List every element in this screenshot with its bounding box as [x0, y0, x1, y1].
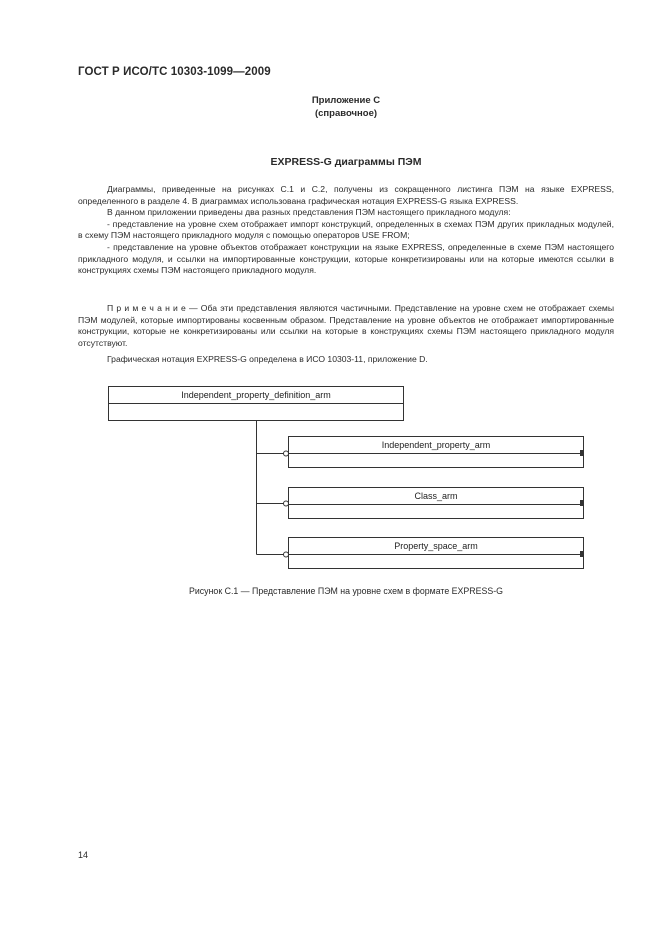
note-text: — Оба эти представления являются частичными. Представление на уровне схем не отображает схемы ПЭМ модулей, которые импортированы косвенным образом. Представление на уровне объектов не отображает импортированные конструкции, которые не конкретизированы или ссылки на которые в конструкциях схемы ПЭМ настоящего прикладного модуля отсутствуют.	[78, 303, 614, 348]
imported-schema-body-box-3	[289, 555, 584, 569]
paragraph-object-level: - представление на уровне объектов отображает конструкции на языке EXPRESS, определенные в схеме ПЭМ настоящего прикладного модуля, и ссылки на импортированные конструкции, которые конкретизированы или на которые имеются ссылки в конструкциях схемы ПЭМ настоящего прикладного модуля.	[78, 241, 614, 276]
use-from-circle-3	[284, 552, 289, 557]
imported-schema-label-2: Class_arm	[414, 491, 458, 501]
note-label: П р и м е ч а н и е	[107, 303, 186, 313]
imported-schema-body-box-2	[289, 505, 584, 519]
use-from-circle-1	[284, 451, 289, 456]
use-from-circle-2	[284, 501, 289, 506]
notation-paragraph: Графическая нотация EXPRESS-G определена в ИСО 10303-11, приложение D.	[107, 354, 428, 364]
paragraph-two-views: В данном приложении приведены два разных представления ПЭМ настоящего прикладного модуля:	[107, 207, 511, 218]
paragraph-schema-level: - представление на уровне схем отображает импорт конструкций, определенных в схемах ПЭМ других прикладных модулей, в схему ПЭМ настоящего прикладного модуля с помощью операторов USE FROM;	[78, 218, 614, 241]
standard-header: ГОСТ Р ИСО/ТС 10303-1099—2009	[78, 66, 271, 78]
section-title: EXPRESS-G диаграммы ПЭМ	[270, 156, 422, 168]
imported-schema-label-3: Property_space_arm	[394, 541, 478, 551]
main-schema-label: Independent_property_definition_arm	[181, 390, 331, 400]
imported-schema-body-box-1	[289, 454, 584, 468]
main-schema-body-box	[109, 404, 404, 421]
marker-tick-2	[580, 500, 583, 506]
figure-caption: Рисунок С.1 — Представление ПЭМ на уровне схем в формате EXPRESS-G	[189, 586, 503, 596]
page-number: 14	[78, 850, 89, 860]
imported-schema-label-1: Independent_property_arm	[381, 440, 491, 450]
appendix-title: Приложение С	[311, 95, 381, 106]
paragraph-diagrams: Диаграммы, приведенные на рисунках С.1 и С.2, получены из сокращенного листинга ПЭМ на языке EXPRESS, определенного в разделе 4. В диаграммах использована графическая нотация EXPRESS-G языка EXPRESS.	[78, 184, 614, 206]
marker-tick-1	[580, 450, 583, 456]
appendix-subtitle: (справочное)	[314, 108, 378, 119]
marker-tick-3	[580, 551, 583, 557]
